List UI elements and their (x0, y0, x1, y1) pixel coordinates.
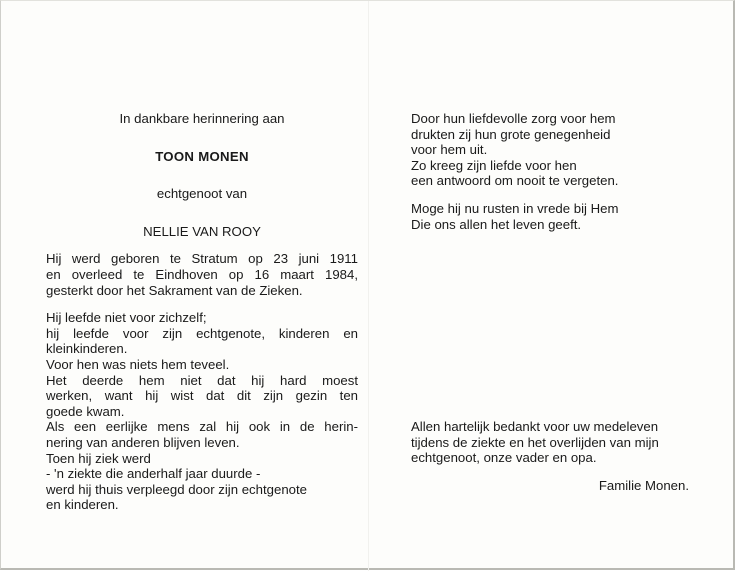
right-verse-1 (411, 111, 711, 189)
verse-line: een antwoord om nooit te vergeten. (411, 173, 619, 189)
verse-line: drukten zij hun grote genegenheid (411, 126, 611, 142)
verse-line: werken, want hij wist dat dit zijn gezin ten (46, 388, 358, 404)
left-panel (46, 111, 358, 513)
thanks-line: tijdens de ziekte en het overlijden van mijn (411, 434, 659, 450)
verse-line: nering van anderen blijven leven. (46, 434, 240, 450)
verse-line: goede kwam. (46, 403, 125, 419)
verse-line: Hij leefde niet voor zichzelf; (46, 310, 207, 326)
card-fold-line (368, 1, 369, 571)
thanks-line: Allen hartelijk bedankt voor uw medeleven (411, 419, 659, 434)
thanks-line: echtgenoot, onze vader en opa. (411, 450, 597, 466)
verse-line: Moge hij nu rusten in vrede bij Hem (411, 200, 619, 216)
verse-line: Voor hen was niets hem teveel. (46, 356, 230, 372)
verse-line: Toen hij ziek werd (46, 450, 151, 466)
verse-line: werd hij thuis verpleegd door zijn echtgenote (46, 481, 307, 497)
verse-line: Door hun liefdevolle zorg voor hem (411, 111, 616, 126)
verse-line: Het deerde hem niet dat hij hard moest (46, 372, 358, 388)
spouse-name: NELLIE VAN ROOY (143, 223, 261, 239)
deceased-name: TOON MONEN (155, 148, 249, 164)
right-verse-2 (411, 201, 711, 232)
bio-line: en overleed te Eindhoven op 16 maart 1984, (46, 266, 358, 282)
verse-paragraph (46, 310, 358, 513)
verse-line: Die ons allen het leven geeft. (411, 216, 582, 232)
bio-line: gesterkt door het Sakrament van de Zieken. (46, 282, 303, 298)
bio-line: Hij werd geboren te Stratum op 23 juni 1911 (46, 251, 358, 267)
verse-line: en kinderen. (46, 497, 119, 513)
verse-line: kleinkinderen. (46, 341, 128, 357)
family-signature: Familie Monen. (598, 477, 689, 493)
verse-line: hij leefde voor zijn echtgenote, kinderen en (46, 325, 358, 341)
intro-line: In dankbare herinnering aan (119, 111, 285, 126)
thanks-block (411, 419, 711, 493)
bio-paragraph (46, 251, 358, 298)
verse-line: voor hem uit. (411, 142, 488, 158)
verse-line: Zo kreeg zijn liefde voor hen (411, 157, 577, 173)
verse-line: - 'n ziekte die anderhalf jaar duurde - (46, 466, 261, 482)
right-panel (411, 111, 711, 232)
verse-line: Als een eerlijke mens zal hij ook in de herin- (46, 419, 358, 435)
relation-line: echtgenoot van (156, 186, 248, 202)
